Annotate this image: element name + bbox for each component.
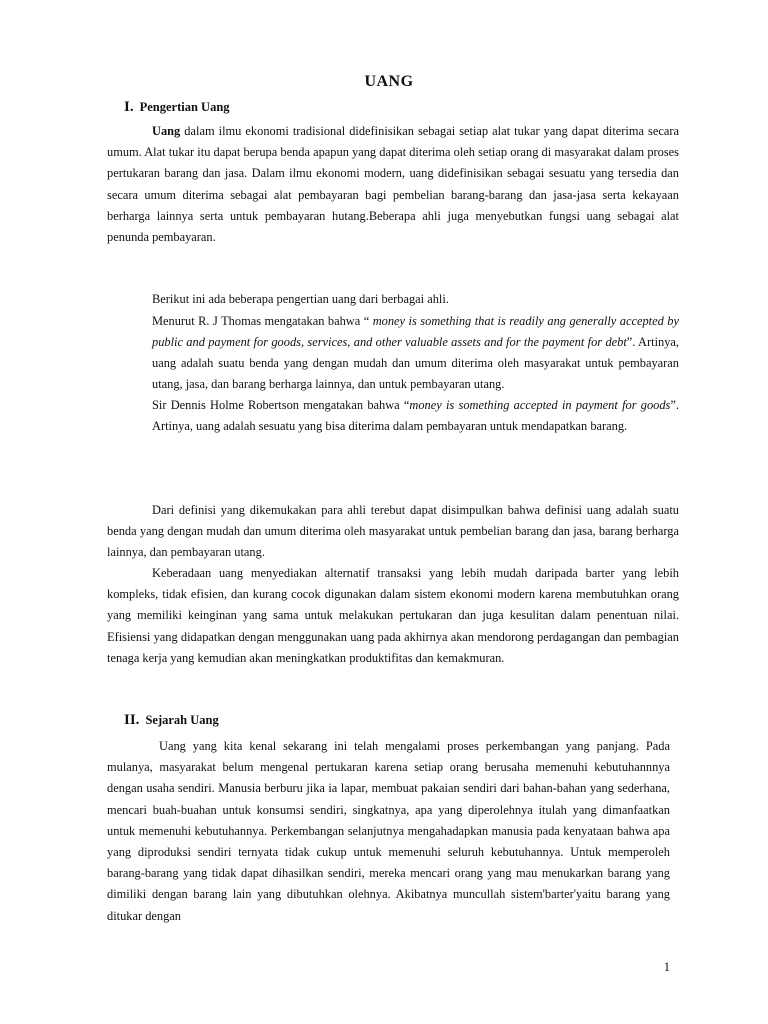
list-item-text: ”. Artinya, uang adalah sesuatu yang bisa diterima dalam pembayaran untuk mendapatkan barang. [152,398,679,433]
paragraph-text: Keberadaan uang menyediakan alternatif transaksi yang lebih mudah daripada barter yang lebih kompleks, tidak efisien, dan kurang cocok digunakan dalam sistem ekonomi modern karena membutuhkan orang yang memiliki keinginan yang sama untuk melakukan pertukaran dan juga kesulitan dalam penentuan nilai. Efisiensi yang didapatkan dengan menggunakan uang pada akhirnya akan mendorong perdagangan dan pembagian tenaga kerja yang kemudian akan meningkatkan produktifitas dan kemakmuran. [107,566,679,665]
list-item [128,395,679,437]
list-item [128,311,679,395]
section-number: II. [124,712,140,728]
section-title: Sejarah Uang [145,713,219,727]
paragraph-text: dalam ilmu ekonomi tradisional didefinisikan sebagai setiap alat tukar yang dapat diterima secara umum. Alat tukar itu dapat berupa benda apapun yang dapat diterima oleh setiap orang di masyarakat dalam proses pertukaran barang dan jasa. Dalam ilmu ekonomi modern, uang didefinisikan sebagai sesuatu yang tersedia dan secara umum diterima sebagai alat pembayaran bagi pembelian barang-barang dan jasa-jasa serta kekayaan berharga lainnya serta untuk pembayaran hutang.Beberapa ahli juga menyebutkan fungsi uang sebagai alat penunda pembayaran. [107,124,679,245]
paragraph-history [107,736,670,927]
paragraph-text: Berikut ini ada beberapa pengertian uang dari berbagai ahli. [152,292,449,306]
paragraph-text: Dari definisi yang dikemukakan para ahli terebut dapat disimpulkan bahwa definisi uang adalah suatu benda yang dengan mudah dan umum diterima oleh masyarakat untuk pembelian barang dan jasa, barang berharga lainnya, dan pembayaran utang. [107,503,679,560]
section-heading-2 [124,712,219,729]
paragraph-text: Uang yang kita kenal sekarang ini telah mengalami proses perkembangan yang panjang. Pada mulanya, masyarakat belum mengenal pertukaran karena setiap orang berusaha memenuhi kebutuhannnya dengan usaha sendiri. Manusia berburu jika ia lapar, membuat pakaian sendiri dari bahan-bahan yang sederhana, mencari buah-buahan untuk konsumsi sendiri, singkatnya, apa yang diperolehnya itulah yang dimanfaatkan untuk memenuhi kebutuhannya. Perkembangan selanjutnya mengahadapkan manusia pada kenyataan bahwa apa yang diproduksi sendiri ternyata tidak cukup untuk memenuhi seluruh kebutuhannya. Untuk memperoleh barang-barang yang tidak dapat dihasilkan sendiri, mereka mencari orang yang mau menukarkan barang yang dimiliki dengan barang lain yang dibutuhkan olehnya. Akibatnya muncullah sistem'barter'yaitu barang yang ditukar dengan [107,739,670,923]
paragraph-intro [107,289,679,310]
section-title: Pengertian Uang [139,100,230,114]
section-number: I. [124,99,134,115]
section-heading-1 [124,99,230,116]
paragraph-existence [107,563,679,669]
page-number: 1 [663,960,670,974]
paragraph-conclusion [107,500,679,564]
list-item-text: ”. Artinya, uang adalah suatu benda yang dengan mudah dan umum diterima oleh masyarakat untuk pembayaran utang, jasa, dan barang berharga lainnya, dan untuk pembayaran utang. [152,335,679,391]
document-title: UANG [364,73,414,90]
list-item-text: Menurut R. J Thomas mengatakan bahwa “ [152,314,373,328]
paragraph-definition [107,121,679,248]
list-item-text: Sir Dennis Holme Robertson mengatakan bahwa “ [152,398,410,412]
quote-text: money is something that is readily ang generally accepted by public and payment for goods, services, and other valuable assets and for the payment for debt [152,314,679,349]
quote-text: money is something accepted in payment for goods [409,398,671,412]
term-uang: Uang [152,124,181,138]
expert-definitions-list [128,311,679,437]
